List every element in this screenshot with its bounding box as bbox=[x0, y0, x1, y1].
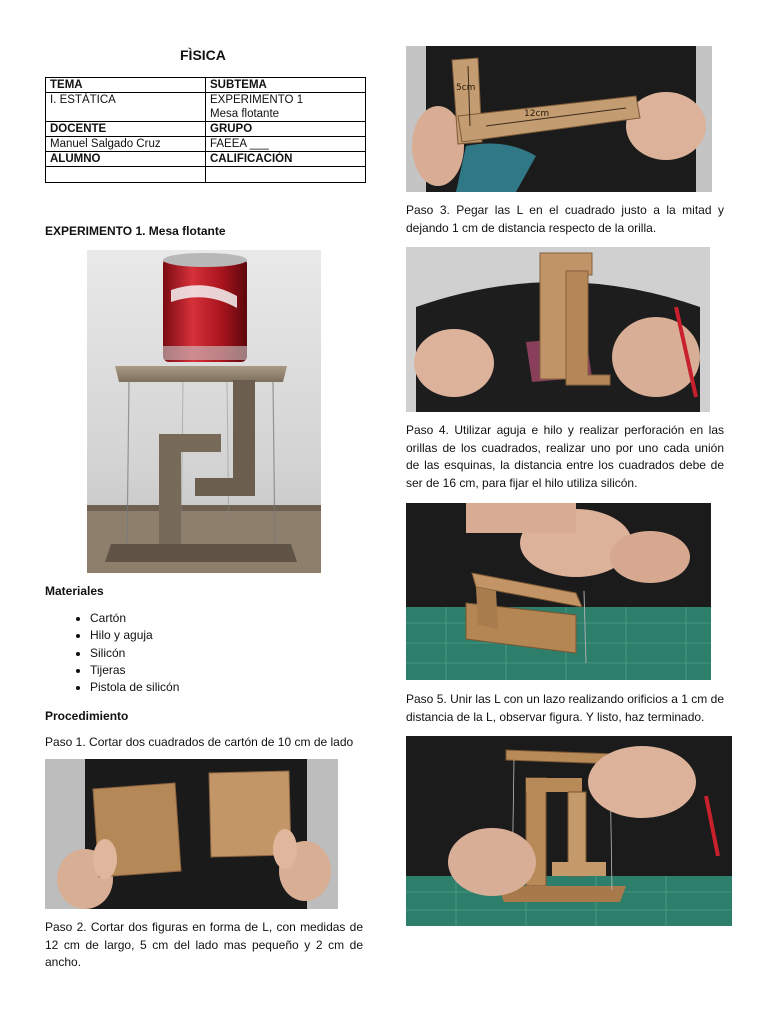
step5-text: Paso 5. Unir las L con un lazo realizando orificios a 1 cm de distancia de la L, observar figura. Y listo, haz terminado. bbox=[406, 692, 724, 724]
table-cell: EXPERIMENTO 1 bbox=[206, 93, 366, 108]
step4-photo bbox=[406, 503, 711, 680]
step2-text: Paso 2. Cortar dos figuras en forma de L, con medidas de 12 cm de largo, 5 cm del lado mas pequeño y 2 cm de ancho. bbox=[45, 920, 363, 969]
list-item: • Tijeras bbox=[90, 662, 179, 679]
step3-photo bbox=[406, 247, 710, 412]
step3-text: Paso 3. Pegar las L en el cuadrado justo a la mitad y dejando 1 cm de distancia respecto de la orilla. bbox=[406, 203, 724, 235]
table-row bbox=[46, 167, 366, 183]
list-item: • Silicón bbox=[90, 645, 179, 662]
procedure-heading: Procedimiento bbox=[45, 709, 129, 723]
table-cell: TEMA bbox=[46, 78, 206, 93]
table-cell: Mesa flotante bbox=[206, 107, 366, 122]
table-row bbox=[46, 78, 366, 93]
step2-photo bbox=[406, 46, 712, 192]
step5-photo bbox=[406, 736, 732, 926]
table-cell: CALIFICACIÓN bbox=[206, 152, 366, 167]
materials-list bbox=[64, 610, 179, 696]
table-cell: FAEEA ___ bbox=[206, 137, 366, 152]
table-cell: ALUMNO bbox=[46, 152, 206, 167]
table-cell bbox=[46, 107, 206, 122]
list-item: • Pistola de silicón bbox=[90, 679, 179, 696]
step4-text: Paso 4. Utilizar aguja e hilo y realizar perforación en las orillas de los cuadrados, realizar uno por uno cada unión de las esquinas, la distancia entre los cuadrados debe de ser de 16 cm, para fijar el hilo utiliza silicón. bbox=[406, 423, 724, 490]
floating-table-photo bbox=[87, 250, 321, 573]
l-long-label: 12cm bbox=[524, 109, 550, 119]
list-item: • Cartón bbox=[90, 610, 179, 627]
table-row bbox=[46, 122, 366, 137]
table-cell: I. ESTÁTICA bbox=[46, 93, 206, 108]
table-cell bbox=[206, 167, 366, 183]
table-cell: DOCENTE bbox=[46, 122, 206, 137]
step1-text: Paso 1. Cortar dos cuadrados de cartón de 10 cm de lado bbox=[45, 735, 354, 749]
table-row bbox=[46, 107, 366, 122]
table-cell bbox=[46, 167, 206, 183]
table-row bbox=[46, 152, 366, 167]
table-cell: GRUPO bbox=[206, 122, 366, 137]
table-cell: Manuel Salgado Cruz bbox=[46, 137, 206, 152]
table-row bbox=[46, 137, 366, 152]
l-short-label: 5cm bbox=[456, 83, 476, 93]
table-cell: SUBTEMA bbox=[206, 78, 366, 93]
materials-heading: Materiales bbox=[45, 584, 104, 598]
step1-photo bbox=[45, 759, 338, 909]
table-row bbox=[46, 93, 366, 108]
page-title: FÌSICA bbox=[180, 47, 226, 63]
list-item: • Hilo y aguja bbox=[90, 627, 179, 644]
experiment-heading: EXPERIMENTO 1. Mesa flotante bbox=[45, 224, 226, 238]
info-table bbox=[45, 77, 366, 183]
